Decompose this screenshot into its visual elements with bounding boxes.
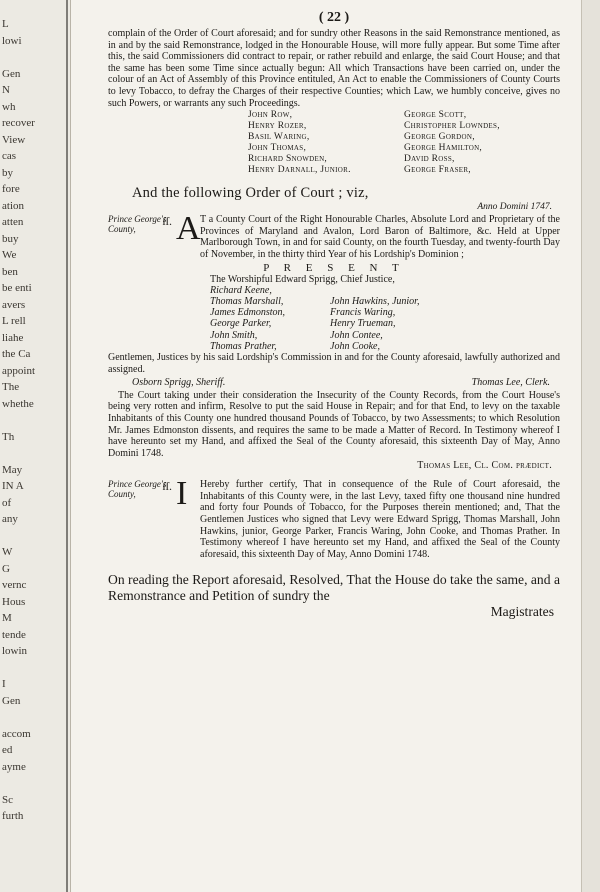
left-page-fragment: L rell	[2, 315, 26, 327]
certificate-text: Hereby further certify, That in consequence of the Rule of Court aforesaid, the Inhabitants of this County were, in the last Levy, taxed fifty one thousand nine hundred and forty four Pounds of Tobacco, for the Purposes therein mentioned; and, That the Gentlemen Justices who signed that Levy were Edward Sprigg, Thomas Marshall, John Hawkins, junior, George Parker, Francis Waring, John Cooke, and Thomas Prather. In Testimony whereof I have hereunto set my Hand, and affixed the Seal of the County aforesaid, this sixteenth Day of May, Anno Domini 1748.	[200, 479, 560, 560]
signer-name: Henry Darnall, Junior.	[248, 165, 351, 176]
left-page-fragment: lowin	[2, 645, 28, 657]
justice-name: Thomas Marshall,	[210, 295, 284, 307]
section-heading: And the following Order of Court ; viz,	[132, 185, 369, 202]
left-page-fragment: avers	[2, 298, 26, 311]
left-page-fragment: ayme	[2, 760, 26, 773]
signer-name: George Hamilton,	[404, 143, 483, 154]
certificate-block	[108, 475, 560, 560]
left-page-fragment: M	[2, 612, 12, 624]
left-page-fragment: whethe	[2, 397, 34, 410]
justice-name: John Hawkins, Junior,	[330, 295, 420, 307]
justice-name	[330, 285, 480, 296]
left-page-fragment: wh	[2, 100, 16, 113]
justice-name: James Edmonston,	[210, 307, 285, 319]
left-page-fragment: I	[2, 678, 6, 690]
left-page-fragment: tende	[2, 628, 26, 641]
justice-name: John Cooke,	[330, 340, 380, 352]
signer-name: David Ross,	[404, 154, 455, 165]
left-page-fragment: liahe	[2, 331, 24, 344]
court-order-block	[108, 210, 560, 260]
county-label-text: Prince George's County,	[108, 214, 167, 235]
remonstrance-paragraph: complain of the Order of Court aforesaid; and for sundry other Reasons in the said Remonstrance mentioned, as in and by the said Remonstrance, lodged in the Honourable House, will more fully appear. But some Time after this, the said Commissioners did contract to repair, or rather rebuild and enlarge, the said Court House; and that the same has been some Time since actually begun: All which Transactions have been carried on, under the colour of an Act of Assembly of this Province entituled, An Act to enable the Commissioners of County Courts to levy Tobacco, to defray the Charges of their respective Counties; which Law, we humbly conceive, gives no such Powers, or warrants any such Proceedings.	[108, 28, 560, 109]
justice-name: John Smith,	[210, 329, 258, 341]
closing-catchword: Magistrates	[490, 603, 554, 619]
signer-name: Henry Rozer,	[248, 121, 307, 132]
left-page-fragment: ben	[2, 265, 18, 278]
officers-line	[132, 377, 550, 389]
left-page-fragment: N	[2, 84, 10, 96]
right-page-edge	[581, 0, 600, 892]
present-heading: P R E S E N T	[263, 261, 405, 274]
left-page-fragment: atten	[2, 216, 24, 228]
document-page	[108, 10, 560, 619]
clerk-signature: Thomas Lee, Cl. Com. prædict.	[417, 460, 552, 472]
left-page-fragment: Th	[2, 430, 15, 443]
left-page-fragment: ation	[2, 199, 24, 212]
signer-name: Christopher Lowndes,	[404, 121, 500, 132]
justice-name: Francis Waring,	[330, 307, 396, 319]
left-page-fragment: cas	[2, 150, 17, 162]
page-number: ( 22 )	[318, 10, 350, 25]
signer-name: George Fraser,	[404, 165, 471, 176]
left-page-fragment: G	[2, 562, 10, 575]
left-page-fragment: ed	[2, 744, 13, 756]
court-resolution-paragraph: The Court taking under their consideration the Insecurity of the County Records, from the Court House's being very rotten and infirm, Resolve to put the said House in Repair; and for that End, to levy on the taxable Inhabitants of this County one hundred thousand Pounds of Tobacco, by two Assessments; to which Resolution Mr. James Edmonston dissents, and requires the same to be made a Matter of Record. In Testimony whereof I have hereunto set my Hand, and affixed the Seal of the County aforesaid, this sixteenth Day of May, Anno Domini 1748.	[108, 389, 560, 459]
signers-list	[248, 110, 560, 176]
left-page-fragment: View	[2, 133, 26, 146]
left-page-fragment: Hous	[2, 595, 26, 608]
justice-name: Richard Keene,	[210, 284, 272, 296]
left-page-fragment: The	[2, 381, 20, 393]
clerk-name: Thomas Lee, Clerk.	[471, 377, 550, 389]
left-page-fragment: recover	[2, 117, 35, 129]
left-page-fragment: Gen	[2, 67, 21, 80]
drop-cap: A	[176, 210, 201, 248]
left-page-fragment: of	[2, 496, 12, 509]
section-mark-2: ſſ.	[162, 479, 172, 494]
court-order-text: T a County Court of the Right Honourable Charles, Absolute Lord and Proprietary of the Provinces of Maryland and Avalon, Lord Baron of Baltimore, &c. Held at Upper Marlborough Town, in and for said County, on the fourth Tuesday, and twenty-fourth Day of November, in the thirty third Year of his Lordship's Dominion ;	[200, 214, 560, 260]
county-label-2	[108, 479, 176, 560]
chief-justice: The Worshipful Edward Sprigg, Chief Justice,	[210, 273, 395, 285]
left-page-fragment: lowi	[2, 34, 22, 47]
left-page-fragment: accom	[2, 727, 31, 740]
signer-name: George Gordon,	[404, 132, 475, 143]
left-page-fragment: IN A	[2, 480, 24, 492]
left-page-fragment: the Ca	[2, 348, 31, 360]
justices-list	[210, 285, 560, 352]
justice-name: Thomas Prather,	[210, 340, 277, 352]
left-page-fragment: Gen	[2, 694, 21, 707]
left-page-bleed	[0, 0, 71, 892]
gutter-rule	[66, 0, 68, 892]
date-anno-domini: Anno Domini 1747.	[477, 202, 552, 213]
left-page-fragment: Sc	[2, 793, 13, 806]
gentlemen-paragraph: Gentlemen, Justices by his said Lordship's Commission in and for the County aforesaid, lawfully authorized and assigned.	[108, 351, 560, 375]
left-page-fragment: appoint	[2, 364, 35, 377]
signer-name: Basil Waring,	[248, 132, 310, 143]
section-mark: ſſ.	[162, 214, 172, 229]
drop-cap-2: I	[176, 475, 188, 513]
left-page-fragment: buy	[2, 232, 19, 245]
county-label	[108, 214, 176, 260]
justice-name: George Parker,	[210, 318, 272, 330]
left-page-fragment: fore	[2, 183, 20, 195]
signer-name: John Thomas,	[248, 143, 307, 154]
closing-paragraph	[108, 572, 560, 619]
left-page-fragment: be enti	[2, 282, 32, 294]
left-page-fragment: We	[2, 249, 17, 261]
left-page-fragment: by	[2, 166, 13, 179]
left-page-fragment: furth	[2, 810, 24, 822]
signer-name: George Scott,	[404, 110, 467, 121]
justice-name: Henry Trueman,	[330, 318, 396, 330]
county-label-2-text: Prince George's County,	[108, 479, 167, 500]
left-page-fragment: vernc	[2, 579, 27, 591]
left-page-fragment: L	[2, 18, 9, 30]
signer-name: John Row,	[248, 110, 293, 121]
closing-text: On reading the Report aforesaid, Resolved, That the House do take the same, and a Remonstrance and Petition of sundry the	[108, 572, 560, 604]
left-page-fragment: any	[2, 513, 18, 525]
signer-name: Richard Snowden,	[248, 154, 328, 165]
left-page-fragment: W	[2, 546, 13, 558]
sheriff-name: Osborn Sprigg, Sheriff.	[132, 377, 226, 389]
left-page-fragment: May	[2, 463, 23, 476]
justice-name: John Contee,	[330, 329, 383, 341]
